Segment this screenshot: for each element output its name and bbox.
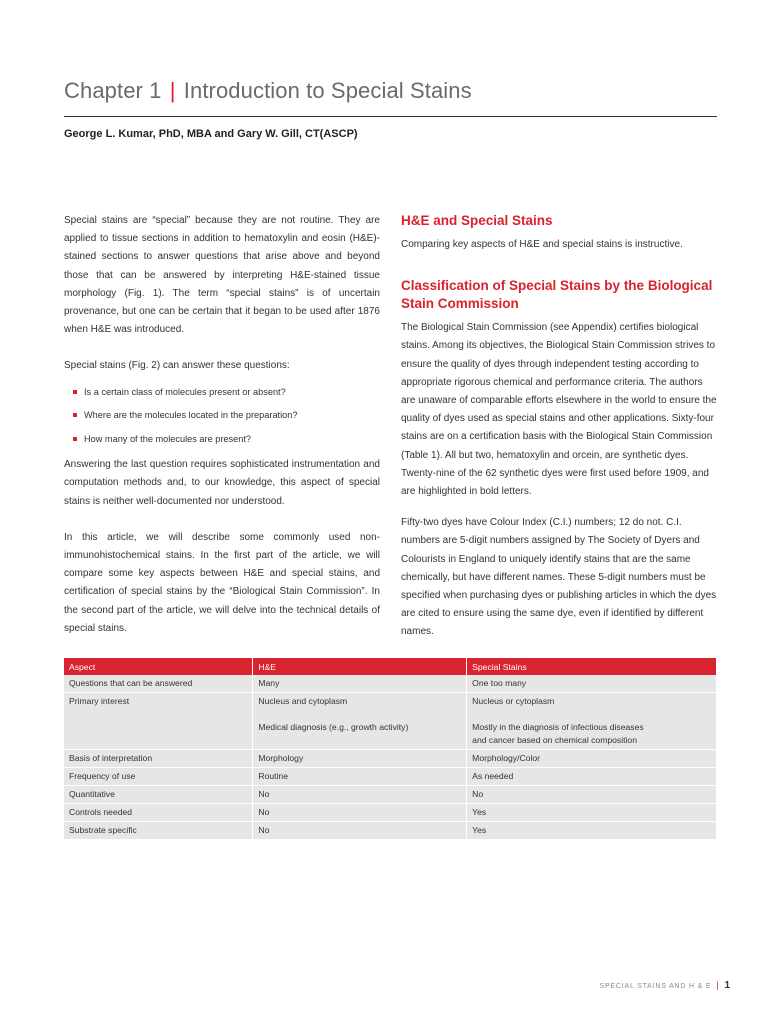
table-cell: Quantitative bbox=[64, 786, 253, 804]
table-row bbox=[64, 768, 717, 786]
chapter-number: Chapter 1 bbox=[64, 78, 162, 103]
page-footer bbox=[600, 980, 731, 991]
list-item: Is a certain class of molecules present or absent? bbox=[64, 386, 380, 398]
bullet-icon bbox=[73, 413, 77, 417]
table-row bbox=[64, 822, 717, 840]
bullet-icon bbox=[73, 437, 77, 441]
table-cell: Morphology bbox=[253, 750, 467, 768]
column-header: Special Stains bbox=[467, 658, 717, 675]
section-heading-he: H&E and Special Stains bbox=[401, 213, 553, 228]
intro-paragraph: Special stains are “special” because they are not routine. They are applied to tissue sections in addition to hematoxylin and eosin (H&E)-stained sections to answer questions that arise above and beyond those that can be answered by interpreting H&E-stained tissue morphology (Fig. 1). The term “special stains” is of uncertain provenance, but one can be certain that it began to be used after 1876 when H&E was introduced. bbox=[64, 215, 380, 336]
list-item: How many of the molecules are present? bbox=[64, 433, 380, 445]
authors-line: George L. Kumar, PhD, MBA and Gary W. Gill, CT(ASCP) bbox=[64, 128, 358, 140]
right-column bbox=[401, 212, 717, 655]
title-separator: | bbox=[169, 78, 176, 103]
footer-separator: | bbox=[716, 980, 720, 990]
table-cell: Questions that can be answered bbox=[64, 675, 253, 693]
table-cell: No bbox=[253, 804, 467, 822]
table-cell: No bbox=[253, 822, 467, 840]
table-cell: Routine bbox=[253, 768, 467, 786]
running-footer-label: SPECIAL STAINS AND H & E bbox=[599, 983, 712, 990]
table-cell: Morphology/Color bbox=[467, 750, 717, 768]
he-paragraph: Comparing key aspects of H&E and special stains is instructive. bbox=[401, 239, 683, 250]
table-row bbox=[64, 750, 717, 768]
table-cell: Nucleus or cytoplasm Mostly in the diagnosis of infectious diseases and cancer based on chemical composition bbox=[467, 693, 717, 750]
table-row bbox=[64, 693, 717, 750]
article-overview-paragraph: In this article, we will describe some commonly used non-immunohistochemical stains. In the first part of the article, we will compare some key aspects between H&E and special stains, and certification of special stains by the “Biological Stain Commission”. In the second part of the article, we will delve into the technical details of special stains. bbox=[64, 531, 380, 634]
table-cell: One too many bbox=[467, 675, 717, 693]
table-cell: No bbox=[467, 786, 717, 804]
colour-index-paragraph: Fifty-two dyes have Colour Index (C.I.) numbers; 12 do not. C.I. numbers are 5-digit numbers assigned by The Society of Dyers and Colourists in England to uniquely identify stains that are the same chemically, but have different names. These 5-digit numbers must be specified when purchasing dyes or publishing articles in which the dyes are cited to ensure using the same dye, even if identified by different names. bbox=[401, 517, 717, 638]
section-heading-classification: Classification of Special Stains by the Biological Stain Commission bbox=[401, 278, 713, 312]
chapter-title bbox=[64, 78, 472, 104]
table-cell: No bbox=[253, 786, 467, 804]
comparison-table bbox=[64, 658, 717, 840]
last-question-paragraph: Answering the last question requires sophisticated instrumentation and computation methods and, to our knowledge, this aspect of special stains is neither well-documented nor understood. bbox=[64, 459, 380, 507]
chapter-heading: Introduction to Special Stains bbox=[183, 78, 472, 103]
table-cell: Primary interest bbox=[64, 693, 253, 750]
commission-paragraph: The Biological Stain Commission (see Appendix) certifies biological stains. Among its objectives, the Biological Stain Commission strives to ensure the quality of dyes through independent testing according to appropriate rigorous chemical and performance criteria. The authors are unaware of comparable efforts elsewhere in the world to ensure the quality of dyes used as special stains and other applications. Sixty-four stains are on a certification basis with the Biological Stain Commission (Table 1). All but two, hematoxylin and orcein, are synthetic dyes. Twenty-nine of the 62 synthetic dyes were first used before 1909, and are highlighted in bold letters. bbox=[401, 322, 717, 498]
table-cell: Nucleus and cytoplasm Medical diagnosis (e.g., growth activity) bbox=[253, 693, 467, 750]
table-cell: As needed bbox=[467, 768, 717, 786]
questions-intro: Special stains (Fig. 2) can answer these questions: bbox=[64, 360, 290, 372]
table-header-row bbox=[64, 658, 717, 675]
bullet-icon bbox=[73, 390, 77, 394]
column-header: Aspect bbox=[64, 658, 253, 675]
column-header: H&E bbox=[253, 658, 467, 675]
table-cell: Controls needed bbox=[64, 804, 253, 822]
page-number: 1 bbox=[724, 980, 730, 991]
table-cell: Substrate specific bbox=[64, 822, 253, 840]
table-cell: Many bbox=[253, 675, 467, 693]
table-row bbox=[64, 786, 717, 804]
table-row bbox=[64, 675, 717, 693]
table-cell: Yes bbox=[467, 822, 717, 840]
table-cell: Frequency of use bbox=[64, 768, 253, 786]
table-cell: Basis of interpretation bbox=[64, 750, 253, 768]
table-cell: Yes bbox=[467, 804, 717, 822]
table-row bbox=[64, 804, 717, 822]
title-rule bbox=[64, 116, 717, 117]
question-list bbox=[64, 386, 380, 445]
list-item: Where are the molecules located in the preparation? bbox=[64, 409, 380, 421]
left-column bbox=[64, 212, 380, 656]
